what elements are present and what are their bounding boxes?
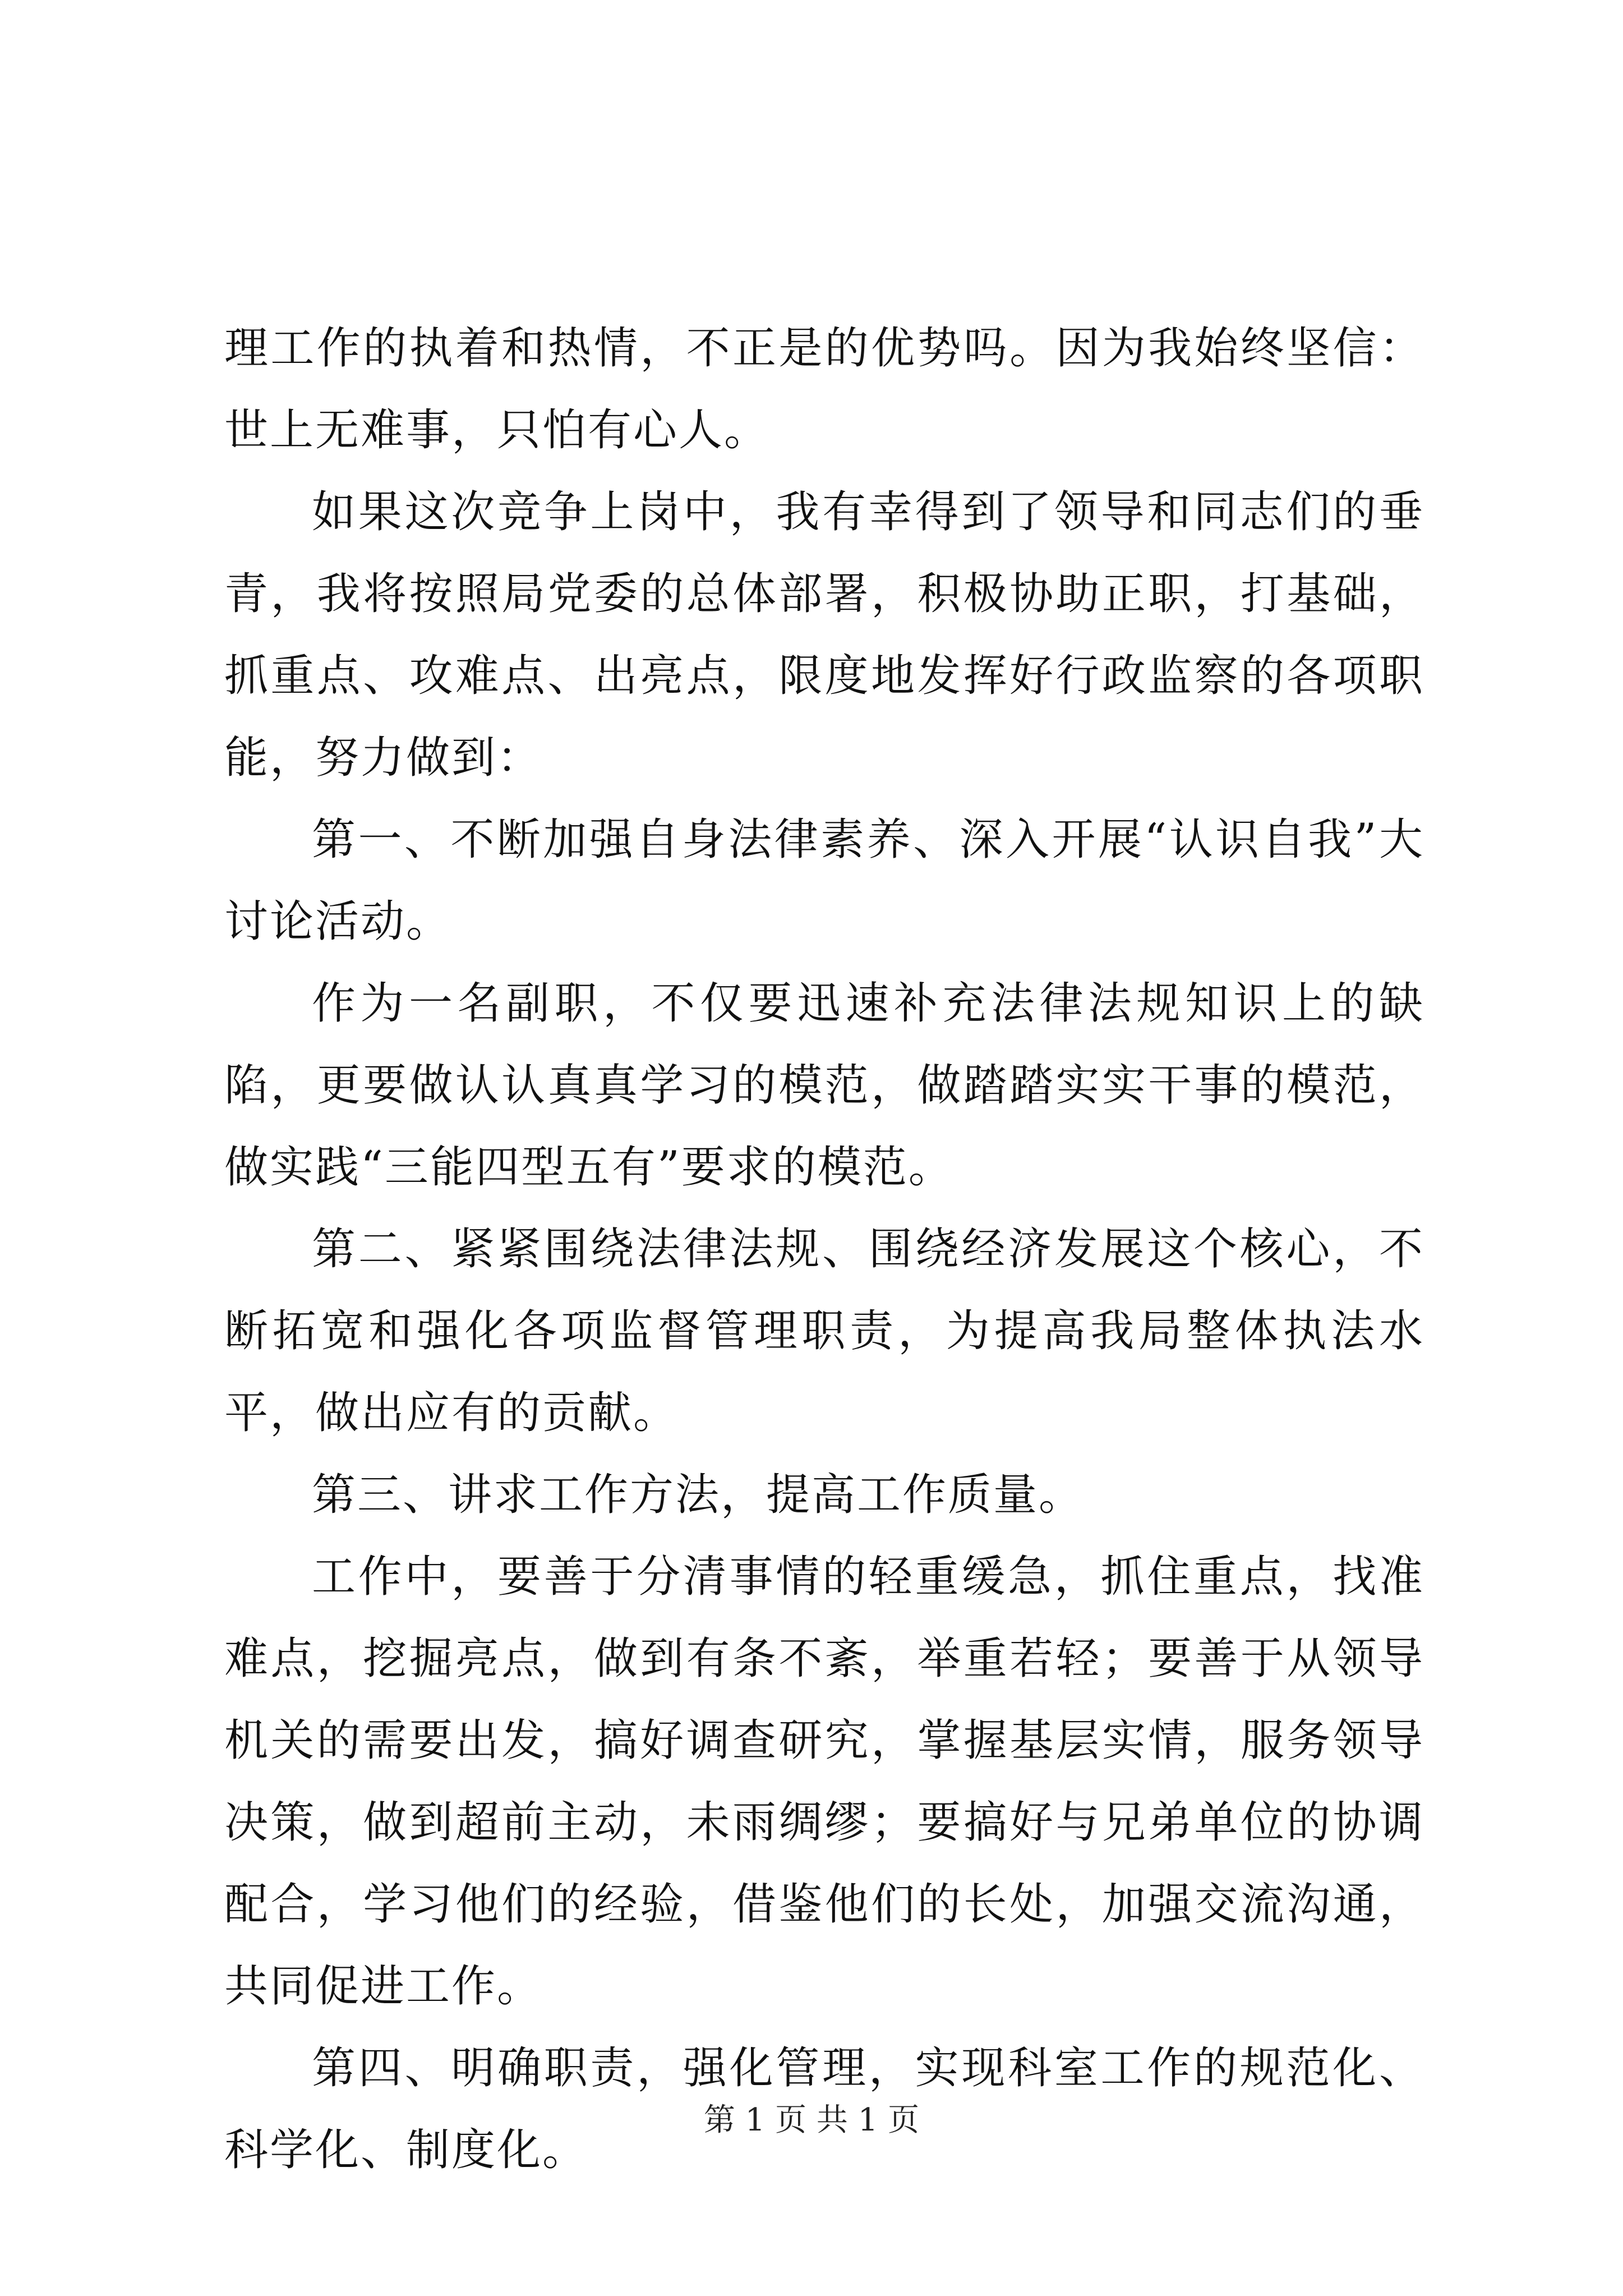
paragraph-8: 第四、明确职责，强化管理，实现科室工作的规范化、科学化、制度化。 [224, 2043, 1424, 2175]
paragraph-2: 如果这次竞争上岗中，我有幸得到了领导和同志们的垂青，我将按照局党委的总体部署，积极协助正职，打基础，抓重点、攻难点、出亮点，限度地发挥好行政监察的各项职能，努力做到： [224, 487, 1424, 783]
document-body [224, 307, 1424, 2191]
paragraph-1: 理工作的执着和热情，不正是的优势吗。因为我始终坚信：世上无难事，只怕有心人。 [224, 323, 1424, 455]
paragraph-3: 第一、不断加强自身法律素养、深入开展“认识自我”大讨论活动。 [224, 815, 1424, 947]
paragraph-6: 第三、讲求工作方法，提高工作质量。 [312, 1470, 1085, 1520]
paragraph-4: 作为一名副职，不仅要迅速补充法律法规知识上的缺陷，更要做认认真真学习的模范，做踏踏实实干事的模范，做实践“三能四型五有”要求的模范。 [224, 978, 1424, 1193]
paragraph-7: 工作中，要善于分清事情的轻重缓急，抓住重点，找准难点，挖掘亮点，做到有条不紊，举重若轻；要善于从领导机关的需要出发，搞好调查研究，掌握基层实情，服务领导决策，做到超前主动，未雨绸缪；要搞好与兄弟单位的协调配合，学习他们的经验，借鉴他们的长处，加强交流沟通，共同促进工作。 [224, 1552, 1424, 2012]
paragraph-5: 第二、紧紧围绕法律法规、围绕经济发展这个核心，不断拓宽和强化各项监督管理职责，为提高我局整体执法水平，做出应有的贡献。 [224, 1224, 1424, 1438]
page-footer: 第 1 页 共 1 页 [703, 2102, 920, 2138]
